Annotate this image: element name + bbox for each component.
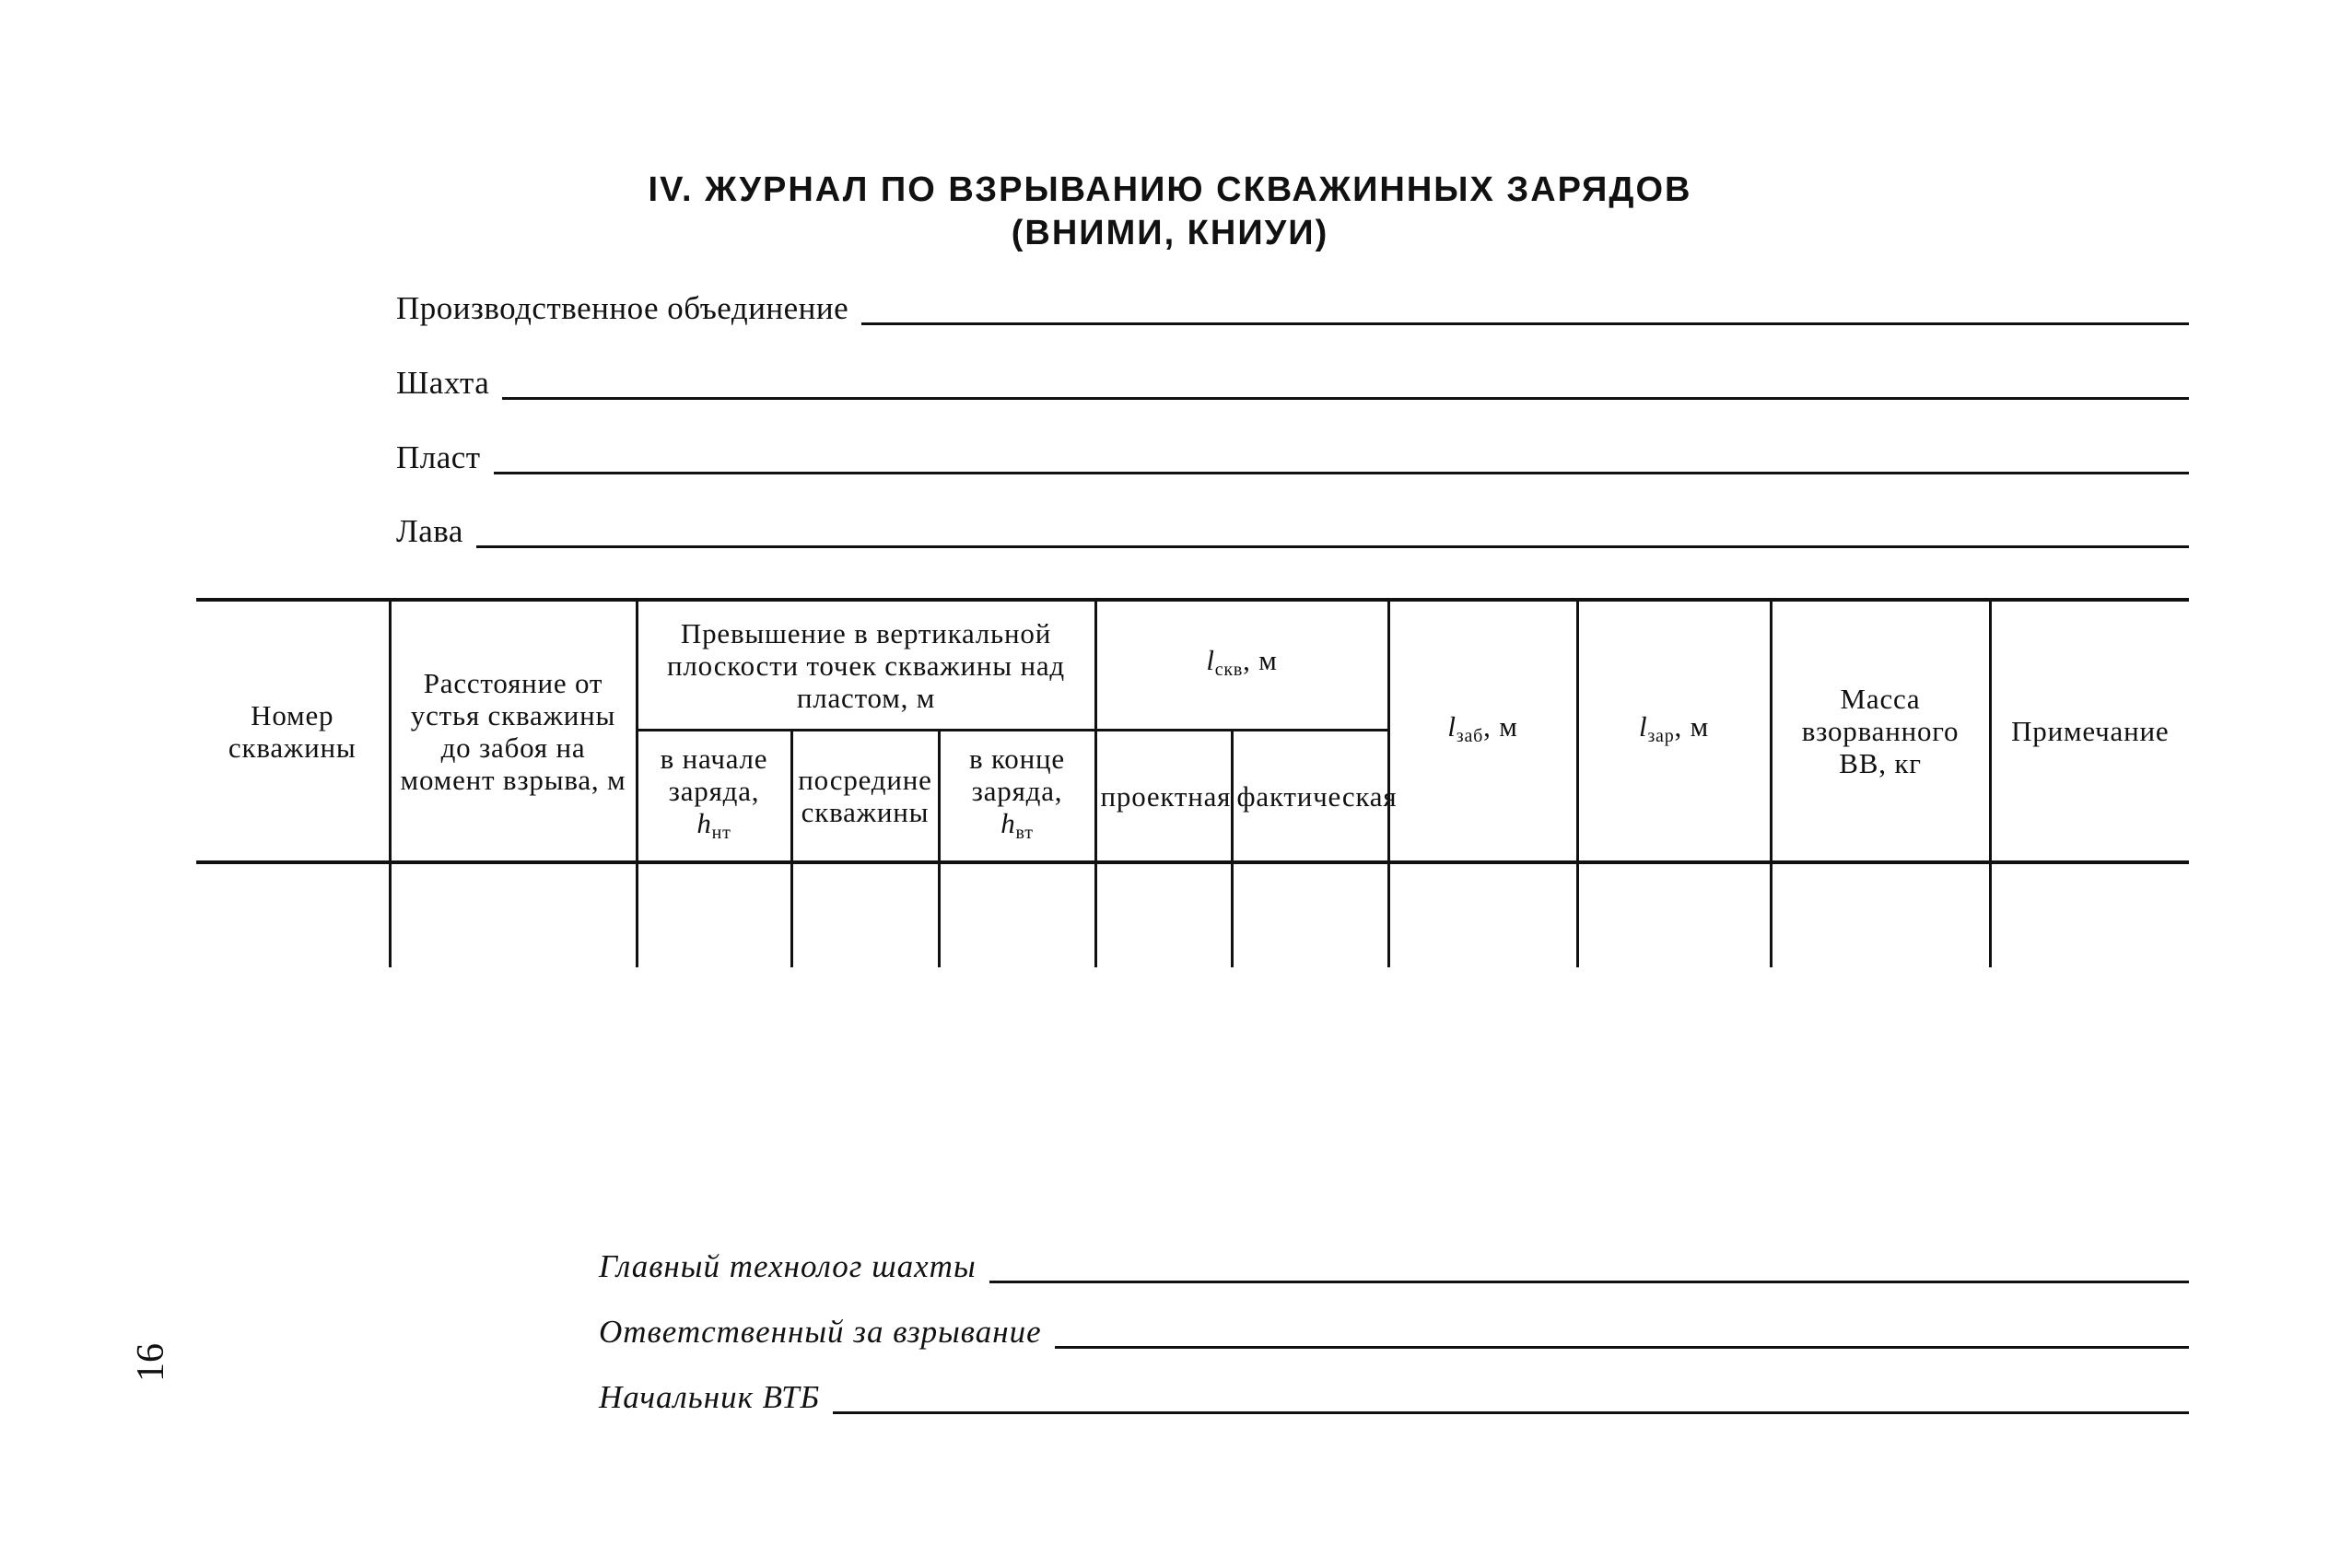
cell-elev-mid[interactable] — [791, 862, 939, 967]
cell-lskv-actual[interactable] — [1232, 862, 1388, 967]
col-elevation-header: Превышение в вертикальной плоскости точек скважины над пластом, м — [637, 600, 1095, 731]
mine-field — [396, 359, 2189, 402]
mine-blank-line[interactable] — [502, 397, 2189, 400]
longwall-label: Лава — [396, 513, 463, 549]
table-row — [196, 862, 2189, 967]
col-elev-mid-header: посредине скважины — [791, 731, 939, 863]
cell-elev-end[interactable] — [939, 862, 1095, 967]
cell-lskv-design[interactable] — [1095, 862, 1232, 967]
association-blank-line[interactable] — [861, 322, 2189, 325]
col-note-header: Примечание — [1990, 600, 2189, 862]
head-vtb-field — [599, 1374, 2189, 1416]
page-title: IV. ЖУРНАЛ ПО ВЗРЫВАНИЮ СКВАЖИННЫХ ЗАРЯДОВ — [648, 170, 1692, 209]
col-lskv-actual-header: фактическая — [1232, 731, 1388, 863]
page-number: 16 — [130, 1343, 172, 1382]
longwall-blank-line[interactable] — [476, 545, 2189, 548]
cell-mass[interactable] — [1771, 862, 1990, 967]
col-elev-start-header: в начале заряда, $h_{нт}$ — [637, 731, 791, 863]
responsible-label: Ответственный за взрывание — [599, 1314, 1042, 1350]
col-mass-header: Масса взорванного ВВ, кг — [1771, 600, 1990, 862]
cell-elev-start[interactable] — [637, 862, 791, 967]
cell-hole-number[interactable] — [196, 862, 390, 967]
blasting-journal-table — [196, 598, 2189, 967]
col-elev-end-header: в конце заряда, $h_{вт}$ — [939, 731, 1095, 863]
responsible-field — [599, 1308, 2189, 1351]
chief-technologist-signature-line[interactable] — [989, 1281, 2189, 1283]
cell-note[interactable] — [1990, 862, 2189, 967]
cell-lzab[interactable] — [1388, 862, 1577, 967]
seam-blank-line[interactable] — [494, 472, 2189, 474]
seam-field — [396, 434, 2189, 476]
col-lzab-header: $l_{заб}$, м — [1388, 600, 1577, 862]
association-label: Производственное объединение — [396, 290, 849, 326]
longwall-field — [396, 508, 2189, 550]
cell-lzar[interactable] — [1577, 862, 1771, 967]
association-field — [396, 285, 2189, 327]
mine-label: Шахта — [396, 365, 490, 401]
head-vtb-label: Начальник ВТБ — [599, 1379, 821, 1415]
col-lskv-header: $l_{скв}$, м — [1095, 600, 1388, 731]
seam-label: Пласт — [396, 439, 481, 475]
col-hole-number-header: Номер скважины — [196, 600, 390, 862]
col-distance-header: Расстояние от устья скважины до забоя на момент взрыва, м — [390, 600, 637, 862]
col-lskv-design-header: проектная — [1095, 731, 1232, 863]
col-lzar-header: $l_{зар}$, м — [1577, 600, 1771, 862]
chief-technologist-label: Главный технолог шахты — [599, 1248, 977, 1284]
page-subtitle: (ВНИМИ, КНИУИ) — [1011, 214, 1329, 252]
cell-distance[interactable] — [390, 862, 637, 967]
responsible-signature-line[interactable] — [1055, 1346, 2189, 1349]
chief-technologist-field — [599, 1243, 2189, 1285]
head-vtb-signature-line[interactable] — [833, 1411, 2189, 1414]
